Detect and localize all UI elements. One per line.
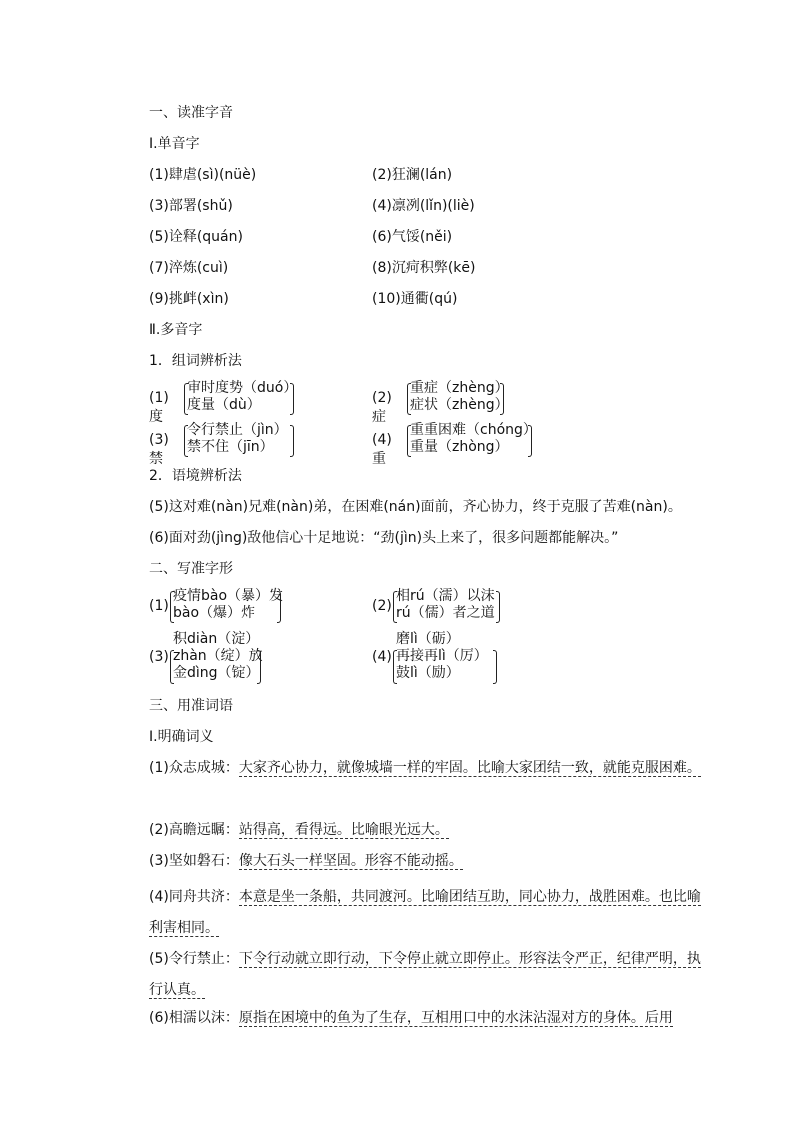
group-label: (1)度 xyxy=(149,390,169,425)
group-label: (2)症 xyxy=(372,390,392,425)
definition: 下令行动就立即行动，下令停止就立即停止。形容法令严正，纪律严明，执行认真。 xyxy=(149,951,701,998)
right-brace xyxy=(277,591,281,623)
group-label: (4) xyxy=(372,649,392,665)
right-brace xyxy=(493,650,497,684)
group-line: 再接再lì（厉） xyxy=(396,648,488,664)
definition: 像大石头一样坚固。形容不能动摇。 xyxy=(238,853,463,869)
single-item: (8)沉疴积弊(kē) xyxy=(372,260,476,276)
right-brace xyxy=(257,650,261,684)
right-brace xyxy=(496,591,500,623)
definition: 站得高，看得远。比喻眼光远大。 xyxy=(238,822,449,838)
group-line: 相rú（濡）以沫 xyxy=(396,588,495,604)
right-brace xyxy=(290,425,294,457)
single-item: (7)淬炼(cuì) xyxy=(149,260,229,276)
definition: 大家齐心协力，就像城墙一样的牢固。比喻大家团结一致，就能克服困难。 xyxy=(238,760,701,776)
definition-item xyxy=(120,1008,709,1028)
single-sound-title: Ⅰ.单音字 xyxy=(149,136,200,152)
group-line: bào（爆）炸 xyxy=(173,605,256,621)
definition: 原指在困境中的鱼为了生存，互相用口中的水沫沾湿对方的身体。后用 xyxy=(238,1010,673,1026)
group-label: (2) xyxy=(372,598,392,614)
single-item: (6)气馁(něi) xyxy=(372,229,453,245)
method-2-title: 2．语境辨析法 xyxy=(149,468,242,484)
group-label: (3)禁 xyxy=(149,432,169,467)
single-item: (5)诠释(quán) xyxy=(149,229,243,245)
right-brace xyxy=(528,425,532,457)
group-line: 禁不住（jīn） xyxy=(187,439,274,455)
multi-sound-title: Ⅱ.多音字 xyxy=(149,322,203,338)
meaning-subtitle: Ⅰ.明确词义 xyxy=(149,729,214,745)
definition-item xyxy=(120,851,709,871)
group-line: 审时度势（duó） xyxy=(187,380,298,396)
definition-item xyxy=(120,882,709,944)
section-2-title: 二、写准字形 xyxy=(149,561,233,577)
term: (6)相濡以沫： xyxy=(149,1010,239,1026)
term: (4)同舟共济： xyxy=(149,889,239,905)
term: (5)令行禁止： xyxy=(149,951,239,967)
right-brace xyxy=(500,383,504,415)
single-item: (3)部署(shǔ) xyxy=(149,198,233,214)
definition-item xyxy=(120,820,709,840)
single-item: (9)挑衅(xìn) xyxy=(149,291,229,307)
group-line: 重量（zhòng） xyxy=(410,439,509,455)
single-item: (1)肆虐(sì)(nüè) xyxy=(149,167,257,183)
definition-item xyxy=(120,758,709,778)
group-line: rú（儒）者之道 xyxy=(396,605,495,621)
single-item: (4)凛冽(lǐn)(liè) xyxy=(372,198,475,214)
group-line: 积diàn（淀） xyxy=(173,631,260,647)
group-line: 度量（dù） xyxy=(187,397,261,413)
context-sentence-6: (6)面对劲(jìng)敌他信心十足地说：“劲(jìn)头上来了，很多问题都能解决。” xyxy=(149,530,619,546)
section-3-title: 三、用准词语 xyxy=(149,698,233,714)
single-item: (2)狂澜(lán) xyxy=(372,167,453,183)
method-1-title: 1．组词辨析法 xyxy=(149,353,242,369)
group-line: 金dìng（锭） xyxy=(173,665,260,681)
group-label: (4)重 xyxy=(372,432,392,467)
right-brace xyxy=(290,383,294,415)
term: (3)坚如磐石： xyxy=(149,853,239,869)
group-line: 磨lì（砺） xyxy=(396,631,460,647)
context-sentence-5: (5)这对难(nàn)兄难(nàn)弟，在困难(nán)面前，齐心协力，终于克服了苦难(nàn)。 xyxy=(149,499,682,515)
group-line: 症状（zhèng） xyxy=(410,397,509,413)
term: (2)高瞻远瞩： xyxy=(149,822,239,838)
single-item: (10)通衢(qú) xyxy=(372,291,458,307)
group-label: (3) xyxy=(149,649,169,665)
group-line: 重重困难（chóng） xyxy=(410,422,537,438)
group-line: 疫情bào（暴）发 xyxy=(173,588,284,604)
group-line: zhàn（绽）放 xyxy=(173,648,263,664)
group-label: (1) xyxy=(149,598,169,614)
group-line: 重症（zhèng） xyxy=(410,380,509,396)
term: (1)众志成城： xyxy=(149,760,239,776)
group-line: 鼓lì（励） xyxy=(396,665,460,681)
definition: 本意是坐一条船，共同渡河。比喻团结互助，同心协力，战胜困难。也比喻利害相同。 xyxy=(149,889,701,936)
group-line: 令行禁止（jìn） xyxy=(187,422,288,438)
definition-item xyxy=(120,944,709,1006)
section-1-title: 一、读准字音 xyxy=(149,105,233,121)
